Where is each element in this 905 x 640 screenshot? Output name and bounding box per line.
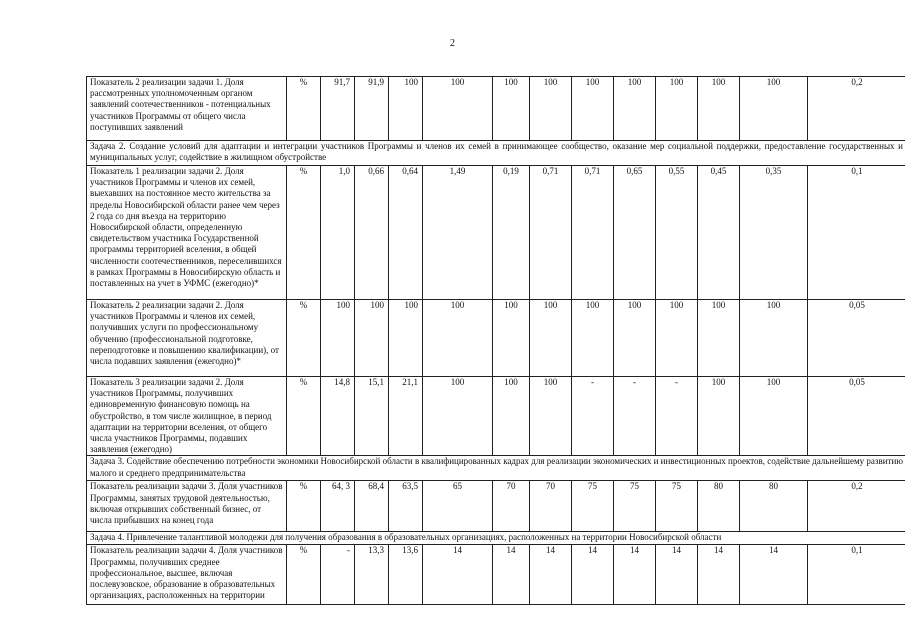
task-row	[87, 141, 905, 166]
value-cell: 14	[572, 545, 614, 605]
task-heading: Задача 2. Создание условий для адаптации и интеграции участников Программы и членов их семей в принимающее сообщество, оказание мер социальной поддержки, предоставление государственных и муниципальных услуг, содействие в жилищном обустройстве	[87, 141, 905, 166]
indicator-row	[87, 166, 905, 300]
unit-cell: %	[287, 481, 321, 532]
value-cell: 0,1	[808, 166, 905, 300]
value-cell: 100	[740, 77, 808, 141]
unit-cell: %	[287, 77, 321, 141]
value-cell: 13,3	[355, 545, 389, 605]
value-cell: 0,2	[808, 77, 905, 141]
value-cell: 0,05	[808, 300, 905, 377]
value-cell: 0,71	[572, 166, 614, 300]
value-cell: -	[321, 545, 355, 605]
value-cell: 100	[389, 77, 423, 141]
value-cell: 100	[423, 300, 493, 377]
value-cell: 14	[614, 545, 656, 605]
indicator-row	[87, 481, 905, 532]
value-cell: 100	[423, 377, 493, 456]
value-cell: 13,6	[389, 545, 423, 605]
value-cell: 0,71	[530, 166, 572, 300]
value-cell: 100	[530, 377, 572, 456]
task-row	[87, 532, 905, 545]
value-cell: 100	[389, 300, 423, 377]
value-cell: 100	[321, 300, 355, 377]
value-cell: -	[656, 377, 698, 456]
value-cell: 100	[493, 300, 530, 377]
indicator-row	[87, 300, 905, 377]
value-cell: 100	[572, 77, 614, 141]
value-cell: 1,0	[321, 166, 355, 300]
value-cell: 14	[530, 545, 572, 605]
value-cell: -	[614, 377, 656, 456]
indicator-label: Показатель реализации задачи 4. Доля участников Программы, получивших среднее профессиональное, высшее, включая послевузовское, образование в образовательных организациях, расположенных на территории	[87, 545, 287, 605]
value-cell: 21,1	[389, 377, 423, 456]
value-cell: 75	[572, 481, 614, 532]
value-cell: 100	[355, 300, 389, 377]
value-cell: 0,66	[355, 166, 389, 300]
value-cell: 1,49	[423, 166, 493, 300]
indicator-row	[87, 77, 905, 141]
table-body	[87, 77, 905, 605]
value-cell: 0,64	[389, 166, 423, 300]
unit-cell: %	[287, 166, 321, 300]
value-cell: 75	[656, 481, 698, 532]
value-cell: 14	[423, 545, 493, 605]
value-cell: 80	[740, 481, 808, 532]
value-cell: 0,1	[808, 545, 905, 605]
task-row	[87, 456, 905, 481]
unit-cell: %	[287, 300, 321, 377]
value-cell: 0,35	[740, 166, 808, 300]
indicator-label: Показатель реализации задачи 3. Доля участников Программы, занятых трудовой деятельностью, включая открывших собственный бизнес, от числа прибывших на конец года	[87, 481, 287, 532]
value-cell: 15,1	[355, 377, 389, 456]
indicator-label: Показатель 2 реализации задачи 2. Доля участников Программы и членов их семей, получивших услуги по профессиональному обучению (профессиональной подготовке, переподготовке и повышению квалификации), от числа подавших заявления (ежегодно)*	[87, 300, 287, 377]
value-cell: 100	[614, 300, 656, 377]
value-cell: 14,8	[321, 377, 355, 456]
value-cell: 0,2	[808, 481, 905, 532]
value-cell: 14	[656, 545, 698, 605]
indicators-table	[86, 76, 905, 605]
task-heading: Задача 4. Привлечение талантливой молодежи для получения образования в образовательных организациях, расположенных на территории Новосибирской области	[87, 532, 905, 545]
indicator-label: Показатель 2 реализации задачи 1. Доля рассмотренных уполномоченным органом заявлений соотечественников - потенциальных участников Программы от общего числа поступивших заявлений	[87, 77, 287, 141]
value-cell: 100	[698, 77, 740, 141]
value-cell: 100	[740, 300, 808, 377]
value-cell: 100	[493, 77, 530, 141]
value-cell: 0,19	[493, 166, 530, 300]
unit-cell: %	[287, 545, 321, 605]
value-cell: 14	[493, 545, 530, 605]
task-heading: Задача 3. Содействие обеспечению потребности экономики Новосибирской области в квалифицированных кадрах для реализации экономических и инвестиционных проектов, содействие дальнейшему развитию малого и среднего предпринимательства	[87, 456, 905, 481]
value-cell: 100	[530, 300, 572, 377]
value-cell: 91,7	[321, 77, 355, 141]
value-cell: 100	[530, 77, 572, 141]
value-cell: 14	[698, 545, 740, 605]
page-number: 2	[450, 38, 455, 49]
value-cell: 100	[698, 377, 740, 456]
value-cell: 100	[493, 377, 530, 456]
value-cell: -	[572, 377, 614, 456]
value-cell: 100	[698, 300, 740, 377]
value-cell: 64, 3	[321, 481, 355, 532]
indicator-label: Показатель 3 реализации задачи 2. Доля участников Программы, получивших единовременную финансовую помощь на обустройство, в том числе жилищное, в период адаптации на территории вселения, от общего числа участников Программы, подавших заявления (ежегодно)	[87, 377, 287, 456]
value-cell: 100	[656, 300, 698, 377]
value-cell: 0,45	[698, 166, 740, 300]
value-cell: 100	[740, 377, 808, 456]
value-cell: 63,5	[389, 481, 423, 532]
value-cell: 70	[493, 481, 530, 532]
value-cell: 100	[423, 77, 493, 141]
value-cell: 65	[423, 481, 493, 532]
unit-cell: %	[287, 377, 321, 456]
value-cell: 80	[698, 481, 740, 532]
value-cell: 14	[740, 545, 808, 605]
value-cell: 70	[530, 481, 572, 532]
value-cell: 68,4	[355, 481, 389, 532]
value-cell: 100	[656, 77, 698, 141]
indicator-row	[87, 377, 905, 456]
value-cell: 0,55	[656, 166, 698, 300]
value-cell: 75	[614, 481, 656, 532]
value-cell: 100	[614, 77, 656, 141]
indicator-row	[87, 545, 905, 605]
value-cell: 91,9	[355, 77, 389, 141]
value-cell: 0,05	[808, 377, 905, 456]
value-cell: 100	[572, 300, 614, 377]
indicator-label: Показатель 1 реализации задачи 2. Доля участников Программы и членов их семей, выехавших на постоянное место жительства за пределы Новосибирской области ранее чем через 2 года со дня въезда на территорию Новосибирской области, определенную свидетельством участника Государственной программы территорией вселения, в общей численности соотечественников, переселившихся в рамках Программы в Новосибирскую область и поставленных на учет в УФМС (ежегодно)*	[87, 166, 287, 300]
value-cell: 0,65	[614, 166, 656, 300]
